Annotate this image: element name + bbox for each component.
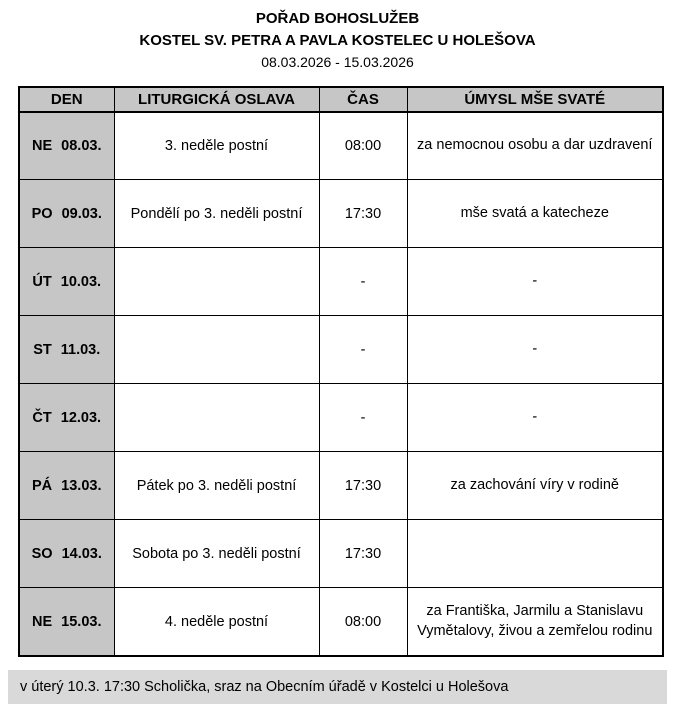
header-row: [19, 87, 663, 112]
day-abbr: PO: [31, 205, 53, 222]
time-cell: -: [319, 384, 407, 452]
day-abbr: SO: [31, 545, 53, 562]
intention-cell: [407, 520, 663, 588]
intention-cell: -: [407, 248, 663, 316]
time-cell: -: [319, 248, 407, 316]
celebration-cell: 3. neděle postní: [114, 112, 319, 180]
table-row: [19, 248, 663, 316]
day-date: 10.03.: [60, 273, 102, 290]
day-cell: [19, 588, 114, 656]
day-date: 12.03.: [60, 409, 102, 426]
table-row: [19, 520, 663, 588]
intention-cell: za zachování víry v rodině: [407, 452, 663, 520]
table-row: [19, 452, 663, 520]
col-header-day: DEN: [19, 87, 114, 112]
day-date: 11.03.: [60, 341, 101, 358]
table-row: [19, 112, 663, 180]
celebration-cell: [114, 248, 319, 316]
col-header-time: ČAS: [319, 87, 407, 112]
day-date: 13.03.: [61, 477, 102, 494]
day-cell: [19, 384, 114, 452]
table-row: [19, 316, 663, 384]
day-date: 09.03.: [61, 205, 102, 222]
table-row: [19, 384, 663, 452]
day-cell: [19, 248, 114, 316]
col-header-celebration: LITURGICKÁ OSLAVA: [114, 87, 319, 112]
intention-cell: -: [407, 316, 663, 384]
day-abbr: NE: [32, 138, 53, 155]
time-cell: 08:00: [319, 112, 407, 180]
celebration-cell: Pátek po 3. neděli postní: [114, 452, 319, 520]
day-cell: [19, 180, 114, 248]
table-row: [19, 588, 663, 656]
celebration-cell: [114, 384, 319, 452]
celebration-cell: Pondělí po 3. neděli postní: [114, 180, 319, 248]
day-label: [28, 478, 106, 494]
day-cell: [19, 112, 114, 180]
day-abbr: ČT: [32, 409, 52, 426]
day-date: 14.03.: [61, 545, 102, 562]
time-cell: 17:30: [319, 520, 407, 588]
schedule-table: [18, 86, 664, 657]
day-abbr: PÁ: [32, 477, 53, 494]
celebration-cell: 4. neděle postní: [114, 588, 319, 656]
date-range: 08.03.2026 - 15.03.2026: [261, 53, 414, 70]
table-header: [19, 87, 663, 112]
celebration-cell: [114, 316, 319, 384]
celebration-cell: Sobota po 3. neděli postní: [114, 520, 319, 588]
col-header-intention: ÚMYSL MŠE SVATÉ: [407, 87, 663, 112]
document-header: [0, 8, 675, 72]
day-abbr: ÚT: [32, 273, 52, 290]
church-name: KOSTEL SV. PETRA A PAVLA KOSTELEC U HOLEŠOVA: [139, 31, 536, 49]
day-label: [28, 206, 106, 222]
intention-cell: za Františka, Jarmilu a Stanislavu Vymětalovy, živou a zemřelou rodinu: [407, 588, 663, 656]
day-cell: [19, 316, 114, 384]
day-label: [28, 138, 106, 154]
day-label: [28, 274, 106, 290]
intention-cell: mše svatá a katecheze: [407, 180, 663, 248]
day-abbr: NE: [32, 613, 53, 630]
time-cell: -: [319, 316, 407, 384]
footer-note: v úterý 10.3. 17:30 Scholička, sraz na Obecním úřadě v Kostelci u Holešova: [8, 670, 667, 704]
day-abbr: ST: [33, 341, 52, 358]
time-cell: 08:00: [319, 588, 407, 656]
day-label: [28, 342, 106, 358]
time-cell: 17:30: [319, 452, 407, 520]
day-label: [28, 410, 106, 426]
day-label: [28, 546, 106, 562]
day-date: 08.03.: [61, 138, 102, 155]
day-label: [28, 614, 106, 630]
table-row: [19, 180, 663, 248]
intention-cell: za nemocnou osobu a dar uzdravení: [407, 112, 663, 180]
page-title: POŘAD BOHOSLUŽEB: [255, 10, 420, 27]
intention-cell: -: [407, 384, 663, 452]
day-cell: [19, 452, 114, 520]
time-cell: 17:30: [319, 180, 407, 248]
table-body: [19, 112, 663, 656]
day-date: 15.03.: [61, 613, 102, 630]
day-cell: [19, 520, 114, 588]
